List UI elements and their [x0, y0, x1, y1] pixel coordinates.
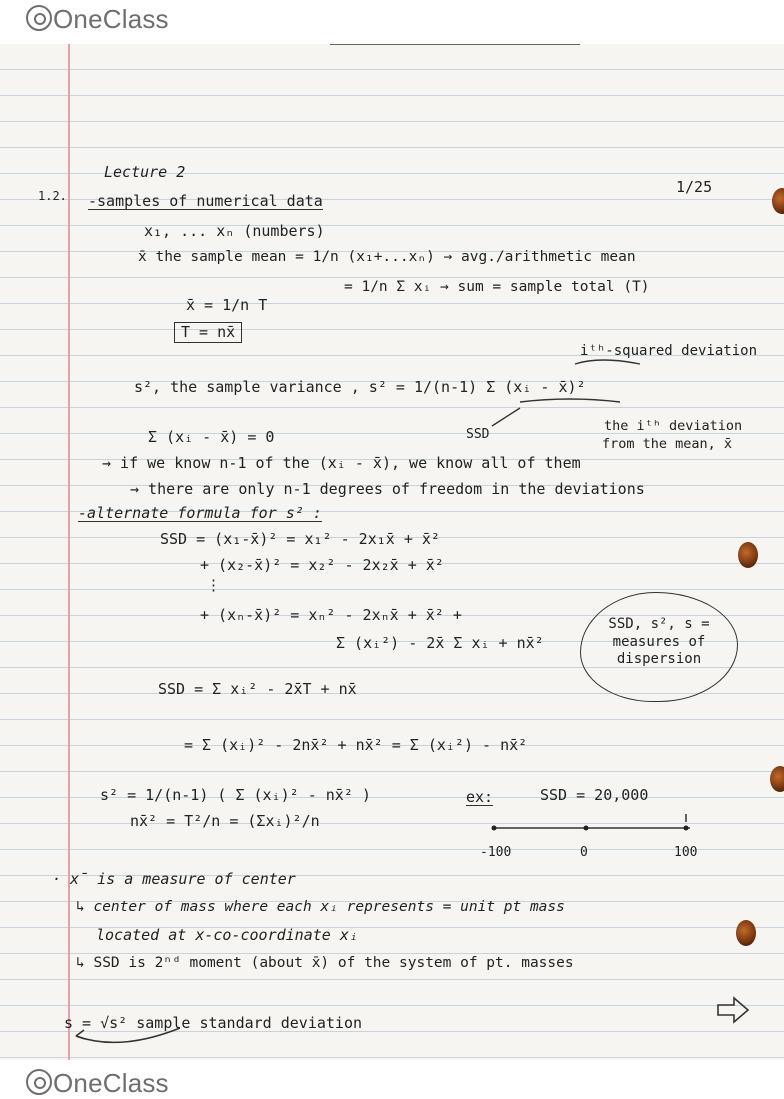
subheading: -alternate formula for s² : — [78, 504, 322, 522]
note-line: · x̄ is a measure of center — [52, 870, 296, 888]
pointer-arrow — [492, 408, 520, 426]
lecture-title: Lecture 2 — [104, 163, 186, 181]
oneclass-logo-bottom — [26, 1068, 169, 1099]
note-line: ↳ SSD is 2ⁿᵈ moment (about x̄) of the system of pt. masses — [76, 955, 574, 971]
oneclass-logo-top — [26, 4, 169, 35]
note-line: ↳ center of mass where each xᵢ represents = unit pt mass — [76, 899, 565, 915]
bubble-line: dispersion — [616, 651, 702, 667]
note-line: iᵗʰ-squared deviation — [580, 343, 758, 359]
note-line: SSD = 20,000 — [540, 786, 649, 804]
section-number: 1.2. — [38, 189, 67, 203]
note-line: x̄ = 1/n T — [186, 296, 268, 314]
note-line: + (xₙ-x̄)² = xₙ² - 2xₙx̄ + x̄² + — [200, 606, 462, 624]
arrow-head — [76, 1030, 85, 1039]
pen-strokes — [0, 44, 784, 1060]
number-line-point — [684, 826, 689, 831]
note-line: x₁, ... xₙ (numbers) — [144, 222, 325, 240]
note-line: s², the sample variance , s² = 1/(n-1) Σ (xᵢ - x̄)² — [134, 378, 586, 396]
note-line: + (x₂-x̄)² = x₂² - 2x₂x̄ + x̄² — [200, 556, 444, 574]
brace-stroke — [575, 360, 640, 364]
axis-label: 100 — [674, 845, 698, 860]
section-heading: -samples of numerical data — [88, 192, 323, 210]
number-line-point — [492, 826, 497, 831]
note-line: Σ (xᵢ - x̄) = 0 — [148, 428, 275, 446]
note-line: → if we know n-1 of the (xᵢ - x̄), we know all of them — [102, 454, 581, 472]
axis-label: 0 — [580, 845, 588, 860]
bubble-line: measures of — [612, 633, 706, 650]
note-line: nx̄² = T²/n = (Σxᵢ)²/n — [130, 812, 320, 830]
axis-label: -100 — [480, 845, 512, 860]
oneclass-ring-icon — [26, 5, 52, 31]
next-page-arrow-icon — [716, 996, 750, 1024]
curved-arrow — [76, 1028, 180, 1042]
ssd-label: SSD — [466, 427, 490, 442]
note-line: → there are only n-1 degrees of freedom in the deviations — [130, 480, 645, 498]
note-line: s² = 1/(n-1) ( Σ (xᵢ)² - nx̄² ) — [100, 786, 371, 804]
note-line: s = √s² sample standard deviation — [64, 1014, 363, 1032]
note-line: SSD = Σ xᵢ² - 2x̄T + nx̄ — [158, 680, 357, 698]
example-label: ex: — [466, 788, 494, 806]
brace-stroke — [520, 399, 620, 402]
boxed-equation: T = nx̄ — [174, 322, 242, 343]
note-line: located at x-co-coordinate xᵢ — [96, 926, 358, 944]
note-date: 1/25 — [676, 178, 713, 196]
note-line: ⋮ — [206, 576, 221, 594]
notebook-page — [0, 44, 784, 1060]
bubble-line: SSD, s², s = — [608, 616, 710, 632]
oneclass-ring-icon — [26, 1069, 52, 1095]
note-line: = Σ (xᵢ)² - 2nx̄² + nx̄² = Σ (xᵢ²) - nx̄² — [184, 736, 528, 754]
note-line: SSD = (x₁-x̄)² = x₁² - 2x₁x̄ + x̄² — [160, 530, 440, 548]
note-line: the iᵗʰ deviation — [604, 418, 743, 434]
note-line: Σ (xᵢ²) - 2x̄ Σ xᵢ + nx̄² — [336, 634, 544, 652]
note-line: = 1/n Σ xᵢ → sum = sample total (T) — [344, 279, 650, 295]
number-line-point — [584, 826, 589, 831]
brand-top-label: OneClass — [53, 4, 169, 34]
brand-bottom-label: OneClass — [53, 1068, 169, 1098]
note-line: x̄ the sample mean = 1/n (x₁+...xₙ) → avg./arithmetic mean — [138, 249, 636, 265]
note-line: from the mean, x̄ — [602, 436, 733, 452]
